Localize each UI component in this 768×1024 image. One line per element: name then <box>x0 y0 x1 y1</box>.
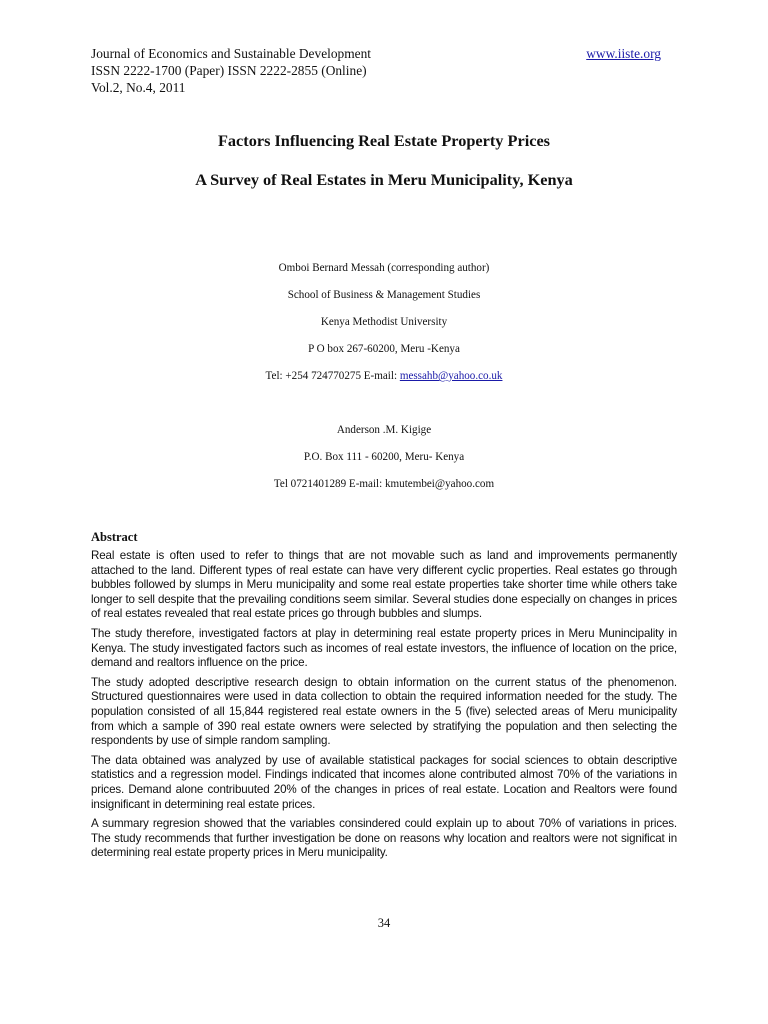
author1-address: P O box 267-60200, Meru -Kenya <box>308 343 460 355</box>
author1-email-link[interactable]: messahb@yahoo.co.uk <box>399 370 503 382</box>
abstract-body <box>91 549 677 866</box>
volume-line: Vol.2, No.4, 2011 <box>91 80 186 95</box>
author1-tel: Tel: +254 724770275 E-mail: <box>265 370 400 382</box>
author1-university: Kenya Methodist University <box>320 316 448 328</box>
journal-name: Journal of Economics and Sustainable Development <box>91 46 372 61</box>
paper-subtitle: A Survey of Real Estates in Meru Municipality, Kenya <box>195 170 573 189</box>
page-number: 34 <box>377 916 391 930</box>
author1-name: Omboi Bernard Messah (corresponding author) <box>278 262 490 274</box>
author1-school: School of Business & Management Studies <box>287 289 481 301</box>
abstract-heading: Abstract <box>91 530 138 544</box>
author2-name: Anderson .M. Kigige <box>336 424 432 436</box>
abstract-paragraph: A summary regresion showed that the variables consindered could explain up to about 70% of variations in prices. The study recommends that further investigation be done on reasons why location and realtors were not significat in determining real estate property prices in Meru municipality. <box>91 817 677 860</box>
journal-header <box>91 45 661 96</box>
author1-contact <box>0 369 768 383</box>
abstract-paragraph: The study adopted descriptive research design to obtain information on the current status of the phenomenon. Structured questionnaires were used in data collection to obtain the required information needed for the study. The population consisted of all 15,844 registered real estate owners in the 5 (five) selected areas of Meru municipality from which a sample of 390 real estate owners were selected by stratifying the population and then selecting the respondents by use of simple random sampling. <box>91 675 677 748</box>
author2-contact: Tel 0721401289 E-mail: kmutembei@yahoo.com <box>273 478 495 490</box>
author2-address: P.O. Box 111 - 60200, Meru- Kenya <box>303 451 465 463</box>
abstract-paragraph: The data obtained was analyzed by use of available statistical packages for social sciences to obtain descriptive statistics and a regression model. Findings indicated that incomes alone contributed almost 70% of the variations in prices. Demand alone contribuuted 20% of the changes in prices of real estate. Location and Realtors were found insignificant in determining real estate prices. <box>91 753 677 811</box>
website-link[interactable]: www.iiste.org <box>586 46 661 61</box>
paper-title: Factors Influencing Real Estate Property Prices <box>217 131 551 150</box>
abstract-paragraph: The study therefore, investigated factors at play in determining real estate property prices in Meru Munincipality in Kenya. The study investigated factors such as incomes of real estate investors, the influence of location on the price, demand and realtors influence on the price. <box>91 626 677 670</box>
abstract-paragraph: Real estate is often used to refer to things that are not movable such as land and improvements permanently attached to the land. Different types of real estate can have very different cyclic properties. Real estates go through bubbles followed by slumps in Meru municipality and some real estate properties take shorter time while others take longer to sell despite that the prevailing conditions seem similar. Several studies done especially on changes in prices of real estates revealed that real estate prices go through bubbles and slumps. <box>91 549 677 621</box>
issn-line: ISSN 2222-1700 (Paper) ISSN 2222-2855 (Online) <box>91 63 367 78</box>
